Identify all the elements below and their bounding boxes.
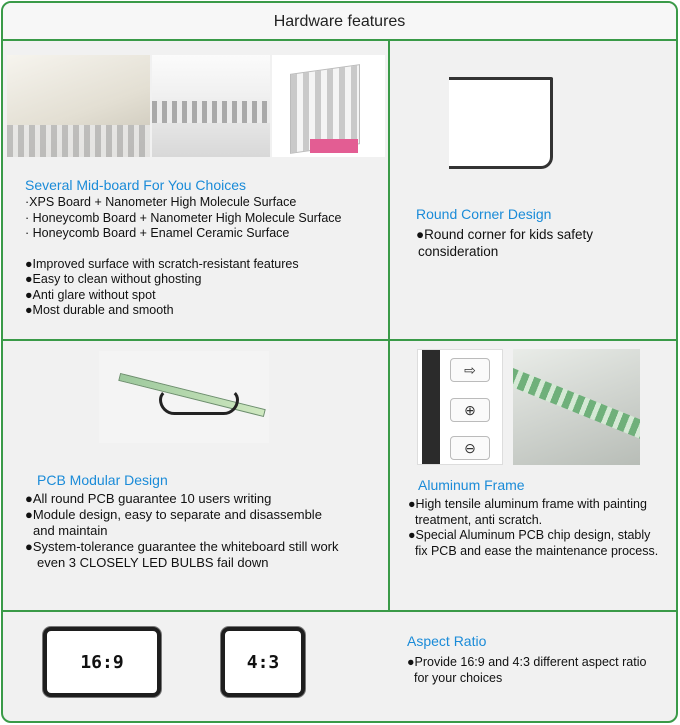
zoom-out-icon: ⊖ xyxy=(450,436,490,460)
honeycomb-board-photo-1 xyxy=(7,55,150,157)
midboard-section xyxy=(25,177,385,319)
aluminum-text: fix PCB and ease the maintenance process. xyxy=(415,543,659,558)
aluminum-text: ●Special Aluminum PCB chip design, stably xyxy=(408,528,651,542)
pcb-section xyxy=(25,472,385,571)
aluminum-frame-photo xyxy=(417,349,503,465)
zoom-in-icon: ⊕ xyxy=(450,398,490,422)
ratio-16-9-illustration: 16:9 xyxy=(43,627,161,697)
midboard-feature: ●Improved surface with scratch-resistant features xyxy=(25,256,299,271)
next-page-icon: ⇨ xyxy=(450,358,490,382)
divider-horizontal-2 xyxy=(3,610,676,612)
aluminum-heading: Aluminum Frame xyxy=(418,477,525,493)
corner-heading: Round Corner Design xyxy=(416,206,552,222)
corner-section xyxy=(416,206,671,260)
divider-horizontal-1 xyxy=(3,339,676,341)
midboard-option: · Honeycomb Board + Nanometer High Molecule Surface xyxy=(25,210,342,225)
pcb-text: even 3 CLOSELY LED BULBS fail down xyxy=(37,555,269,570)
aluminum-text: ●High tensile aluminum frame with painting xyxy=(408,497,647,511)
midboard-option: · Honeycomb Board + Enamel Ceramic Surface xyxy=(25,226,290,240)
aspect-text: ●Provide 16:9 and 4:3 different aspect ratio xyxy=(407,655,647,669)
midboard-heading: Several Mid-board For You Choices xyxy=(25,177,247,193)
pcb-heading: PCB Modular Design xyxy=(37,472,168,488)
midboard-feature: ●Anti glare without spot xyxy=(25,287,156,302)
corner-text: consideration xyxy=(418,244,499,259)
pcb-text: and maintain xyxy=(33,523,108,538)
aspect-text: for your choices xyxy=(414,671,503,685)
divider-vertical-bottom xyxy=(388,339,390,611)
midboard-feature: ●Most durable and smooth xyxy=(25,303,174,317)
hardware-features-panel xyxy=(1,1,678,723)
pcb-module-photo xyxy=(99,351,269,443)
aluminum-section xyxy=(408,477,678,559)
led-pcb-photo xyxy=(513,349,640,465)
aluminum-text: treatment, anti scratch. xyxy=(415,512,543,527)
page-title: Hardware features xyxy=(3,3,676,41)
honeycomb-board-photo-3 xyxy=(272,55,385,157)
pcb-text: ●All round PCB guarantee 10 users writing xyxy=(25,491,272,506)
pcb-text: ●System-tolerance guarantee the whiteboard still work xyxy=(25,539,339,554)
honeycomb-board-photo-2 xyxy=(152,55,270,157)
ratio-4-3-illustration: 4:3 xyxy=(221,627,305,697)
midboard-option: ·XPS Board + Nanometer High Molecule Surface xyxy=(25,195,297,209)
divider-vertical-top xyxy=(388,41,390,341)
round-corner-photo xyxy=(449,77,553,169)
aspect-heading: Aspect Ratio xyxy=(407,633,487,649)
midboard-feature: ●Easy to clean without ghosting xyxy=(25,272,202,286)
pcb-text: ●Module design, easy to separate and disassemble xyxy=(25,507,322,522)
aspect-section xyxy=(407,633,677,686)
corner-text: ●Round corner for kids safety xyxy=(416,227,593,242)
